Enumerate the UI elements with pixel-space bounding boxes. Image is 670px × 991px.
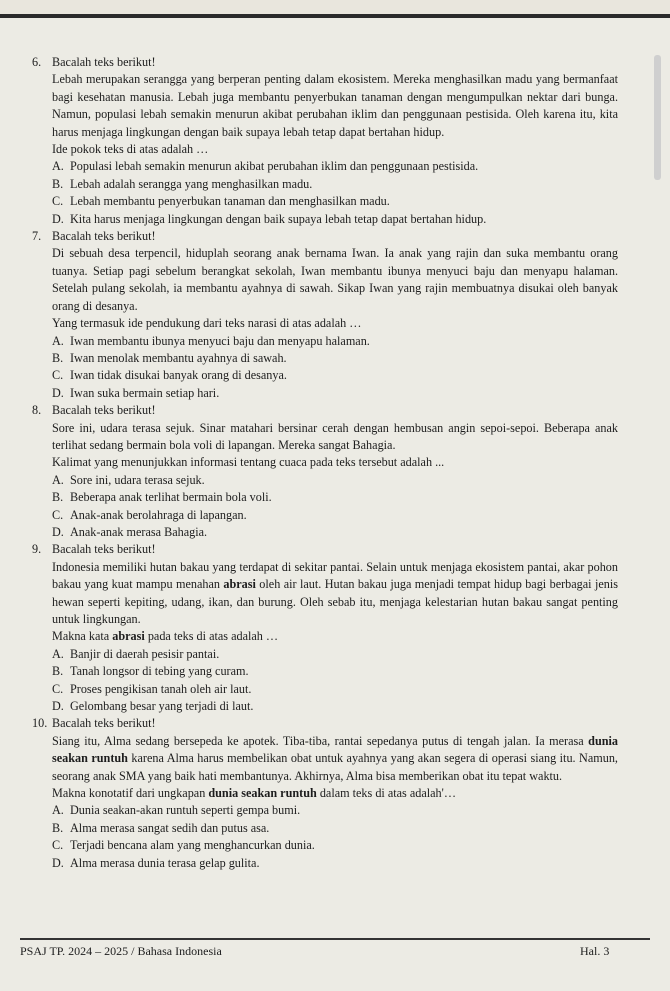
questions-container [32,54,618,872]
question-prompt: Bacalah teks berikut! [52,403,156,418]
option-a[interactable]: A. Banjir di daerah pesisir pantai. [52,646,220,661]
option-b[interactable]: B. Alma merasa sangat sedih dan putus asa. [52,820,270,835]
question-text: Makna kata abrasi pada teks di atas adalah … [52,629,279,644]
highlighted-term: abrasi [112,629,145,644]
option-b[interactable]: B. Tanah longsor di tebing yang curam. [52,664,249,679]
passage: Sore ini, udara terasa sejuk. Sinar matahari bersinar cerah dengan hembusan angin sepoi-sepoi. Beberapa anak terlihat sedang bermain bola voli di lapangan. Mereka sangat Bahagia. [52,420,618,452]
question-text: Yang termasuk ide pendukung dari teks narasi di atas adalah … [52,316,362,331]
passage: Siang itu, Alma sedang bersepeda ke apotek. Tiba-tiba, rantai sepedanya putus di tengah jalan. Ia merasa dunia seakan runtuh karena Alma harus membelikan obat untuk ayahnya yang akan segera di operasi siang itu. Namun, seorang anak SMA yang baik hati membantunya. Akhirnya, Alma bisa memberikan obat itu tepat waktu. [52,733,618,783]
question-prompt: Bacalah teks berikut! [52,716,156,731]
question-number: 9. [32,542,42,557]
option-a[interactable]: A. Sore ini, udara terasa sejuk. [52,472,205,487]
passage: Lebah merupakan serangga yang berperan penting dalam ekosistem. Mereka menghasilkan madu yang bermanfaat bagi kesehatan manusia. Lebah juga membantu penyerbukan tanaman dengan mengumpulkan nektar dari bunga. Namun, populasi lebah semakin menurun akibat perubahan iklim dan penggunaan pestisida. Oleh karena itu, kita harus menjaga lingkungan dengan baik supaya lebah tetap dapat bertahan hidup. [52,72,618,139]
footer-page-number: Hal. 3 [580,944,610,958]
option-a[interactable]: A. Dunia seakan-akan runtuh seperti gempa bumi. [52,803,301,818]
question-text: Makna konotatif dari ungkapan dunia seakan runtuh dalam teks di atas adalah'… [52,786,457,801]
question-prompt: Bacalah teks berikut! [52,55,156,69]
question-prompt: Bacalah teks berikut! [52,229,156,244]
option-c[interactable]: C. Anak-anak berolahraga di lapangan. [52,507,247,522]
option-b[interactable]: B. Lebah adalah serangga yang menghasilkan madu. [52,176,313,191]
question-text: Kalimat yang menunjukkan informasi tentang cuaca pada teks tersebut adalah ... [52,455,445,470]
option-c[interactable]: C. Terjadi bencana alam yang menghancurkan dunia. [52,838,315,853]
option-c[interactable]: C. Iwan tidak disukai banyak orang di desanya. [52,368,287,383]
option-c[interactable]: C. Lebah membantu penyerbukan tanaman dan menghasilkan madu. [52,194,390,209]
question-6 [32,54,618,228]
footer-divider [20,938,650,940]
option-a[interactable]: A. Populasi lebah semakin menurun akibat perubahan iklim dan penggunaan pestisida. [52,159,479,174]
highlighted-term: abrasi [223,577,256,592]
highlighted-term: dunia seakan runtuh [208,786,317,801]
scrollbar-thumb[interactable] [654,55,661,180]
option-c[interactable]: C. Proses pengikisan tanah oleh air laut. [52,681,252,696]
option-d[interactable]: D. Kita harus menjaga lingkungan dengan baik supaya lebah tetap dapat bertahan hidup. [52,211,487,226]
question-number: 10. [32,716,48,731]
question-number: 6. [32,55,42,69]
passage: Indonesia memiliki hutan bakau yang terdapat di sekitar pantai. Selain untuk menjaga ekosistem pantai, akar pohon bakau yang kuat mampu menahan abrasi oleh air laut. Hutan bakau juga menjadi tempat hidup bagi berbagai jenis hewan seperti kepiting, udang, ikan, dan burung. Oleh sebab itu, menjaga kelestarian hutan bakau sangat penting untuk lingkungan. [52,559,618,626]
question-prompt: Bacalah teks berikut! [52,542,156,557]
option-b[interactable]: B. Iwan menolak membantu ayahnya di sawah. [52,350,287,365]
question-8 [32,402,618,541]
question-number: 8. [32,403,42,418]
passage: Di sebuah desa terpencil, hiduplah seorang anak bernama Iwan. Ia anak yang rajin dan suka membantu orang tuanya. Setiap pagi sebelum berangkat sekolah, Iwan membantu ibunya menyuci baju dan menyapu halaman. Setelah pulang sekolah, ia membantu ayahnya di sawah. Sikap Iwan yang rajin membuatnya disukai oleh banyak orang di desanya. [52,246,618,313]
question-text: Ide pokok teks di atas adalah … [52,142,209,157]
question-9 [32,541,618,715]
footer-exam-title: PSAJ TP. 2024 – 2025 / Bahasa Indonesia [20,944,222,958]
option-b[interactable]: B. Beberapa anak terlihat bermain bola voli. [52,490,272,505]
question-7 [32,228,618,402]
highlighted-term: dunia seakan runtuh [52,733,618,766]
question-10 [32,715,618,872]
option-d[interactable]: D. Anak-anak merasa Bahagia. [52,524,208,539]
option-d[interactable]: D. Alma merasa dunia terasa gelap gulita. [52,855,260,870]
question-number: 7. [32,229,42,244]
option-a[interactable]: A. Iwan membantu ibunya menyuci baju dan menyapu halaman. [52,333,370,348]
option-d[interactable]: D. Gelombang besar yang terjadi di laut. [52,699,254,714]
option-d[interactable]: D. Iwan suka bermain setiap hari. [52,385,220,400]
